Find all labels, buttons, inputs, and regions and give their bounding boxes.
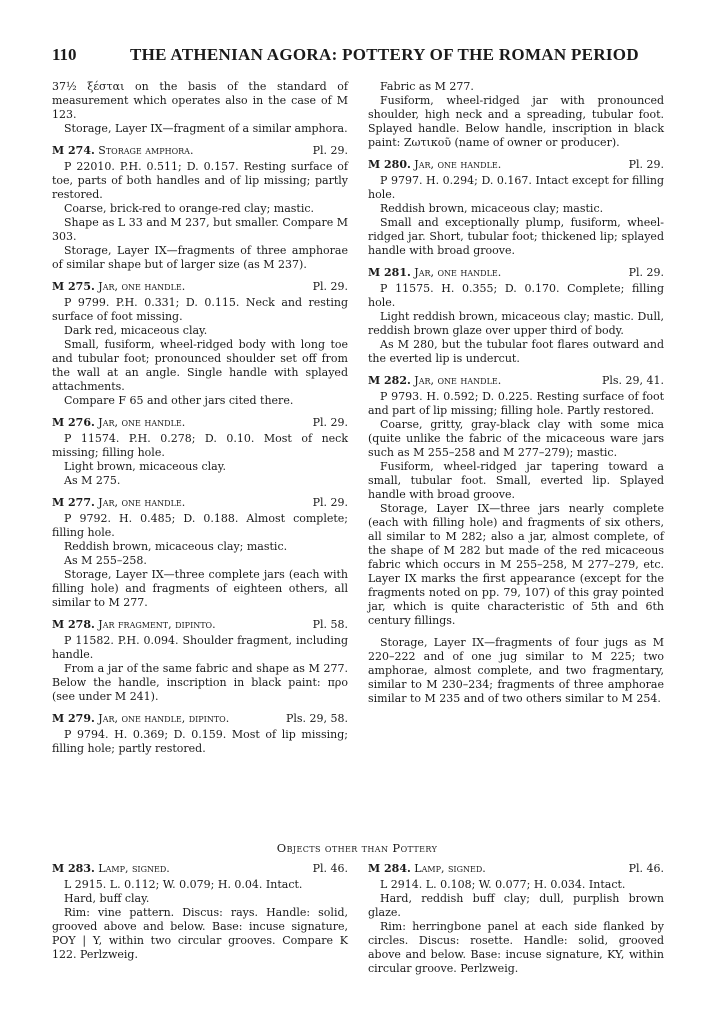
paragraph: Reddish brown, micaceous clay; mastic. [380,202,604,215]
paragraph: P 9792. H. 0.485; D. 0.188. Almost complete; filling hole. [52,512,348,539]
running-title: THE ATHENIAN AGORA: POTTERY OF THE ROMAN PERIOD [130,45,639,64]
paragraph: From a jar of the same fabric and shape as M 277. Below the handle, inscription in black paint: πρo (see under M 241). [52,662,348,703]
catalog-entry-heading [368,266,664,280]
paragraph: 37½ ξέσται on the basis of the standard of measurement which operates also in the case of M 123. [52,80,348,121]
paragraph: P 11582. P.H. 0.094. Shoulder fragment, including handle. [52,634,348,661]
catalog-entry-heading [368,862,664,876]
paragraph: Storage, Layer IX—three complete jars (each with filling hole) and fragments of eighteen others, all similar to M 277. [52,568,348,609]
paragraph: Fusiform, wheel-ridged jar tapering toward a small, tubular foot. Small, everted lip. Splayed handle with broad groove. [368,460,664,501]
paragraph: Hard, reddish buff clay; dull, purplish brown glaze. [368,892,664,919]
paragraph: Small and exceptionally plump, fusiform, wheel-ridged jar. Short, tubular foot; thickened lip; splayed handle with broad groove. [368,216,664,257]
entry-id: M 283. [52,862,95,875]
entry-kind: Lamp, signed. [414,862,486,875]
paragraph: As M 280, but the tubular foot flares outward and the everted lip is undercut. [368,338,664,365]
paragraph: As M 275. [64,474,121,487]
plate-ref: Pl. 29. [628,266,664,279]
paragraph: P 9799. P.H. 0.331; D. 0.115. Neck and resting surface of foot missing. [52,296,348,323]
paragraph: Storage, Layer IX—fragments of three amphorae of similar shape but of larger size (as M 237). [52,244,348,271]
paragraph: Storage, Layer IX—fragments of four jugs as M 220–222 and of one jug similar to M 225; two amphorae, almost complete, and two fragmentary, similar to M 230–234; fragments of three amphorae similar to M 235 and of two others similar to M 254. [368,636,664,705]
paragraph: Compare F 65 and other jars cited there. [64,394,294,407]
plate-ref: Pls. 29, 58. [285,712,348,725]
catalog-entry-heading [368,374,664,388]
plate-ref: Pl. 58. [312,618,348,631]
section-title: Objects other than Pottery [276,841,438,855]
paragraph: Storage, Layer IX—fragment of a similar amphora. [64,122,348,135]
paragraph: Rim: vine pattern. Discus: rays. Handle: solid, grooved above and below. Base: incuse signature, POY | Y, within two circular grooves. Compare K 122. Perlzweig. [52,906,348,961]
paragraph: P 11575. H. 0.355; D. 0.170. Complete; filling hole. [368,282,664,309]
paragraph: P 9794. H. 0.369; D. 0.159. Most of lip missing; filling hole; partly restored. [52,728,348,755]
paragraph: As M 255–258. [64,554,147,567]
catalog-entry-heading [52,712,348,726]
catalog-entry-heading [52,280,348,294]
catalog-entry-heading [52,496,348,510]
plate-ref: Pls. 29, 41. [601,374,664,387]
paragraph: L 2914. L. 0.108; W. 0.077; H. 0.034. Intact. [380,878,626,891]
paragraph: Dark red, micaceous clay. [64,324,208,337]
bottom-right-entry [368,862,664,976]
entry-id: M 274. [52,144,95,157]
paragraph: Shape as L 33 and M 237, but smaller. Compare M 303. [52,216,349,243]
catalog-entry-heading [52,416,348,430]
spacer [368,628,664,636]
catalog-entry-heading [52,618,348,632]
paragraph: Rim: herringbone panel at each side flanked by circles. Discus: rosette. Handle: solid, grooved above and below. Base: incuse signature, KY, within circular groove. Perlzweig. [368,920,664,975]
plate-ref: Pl. 29. [628,158,664,171]
left-column [52,80,348,756]
entry-kind: Jar fragment, dipinto. [98,618,216,631]
paragraph: Light reddish brown, micaceous clay; mastic. Dull, reddish brown glaze over upper third of body. [368,310,664,337]
entry-kind: Jar, one handle. [98,280,186,293]
entry-id: M 279. [52,712,95,725]
paragraph: P 9797. H. 0.294; D. 0.167. Intact except for filling hole. [368,174,664,201]
catalog-entry-heading [368,158,664,172]
paragraph: Coarse, brick-red to orange-red clay; mastic. [64,202,314,215]
entry-kind: Lamp, signed. [98,862,170,875]
paragraph: Hard, buff clay. [64,892,150,905]
entry-kind: Jar, one handle. [414,158,502,171]
entry-id: M 280. [368,158,411,171]
paragraph: Reddish brown, micaceous clay; mastic. [64,540,288,553]
plate-ref: Pl. 29. [312,416,348,429]
paragraph: Storage, Layer IX—three jars nearly complete (each with filling hole) and fragments of six others, all similar to M 282; also a jar, almost complete, of the shape of M 282 but made of the red micaceous fabric which occurs in M 255–258, M 277–279, etc. Layer IX marks the first appearance (except for the fragments noted on pp. 79, 107) of this gray pointed jar, which is quite characteristic of 5th and 6th century fillings. [368,502,664,627]
paragraph: Light brown, micaceous clay. [64,460,226,473]
entry-kind: Jar, one handle, dipinto. [98,712,230,725]
entry-id: M 281. [368,266,411,279]
entry-kind: Jar, one handle. [98,416,186,429]
entry-id: M 276. [52,416,95,429]
entry-id: M 275. [52,280,95,293]
plate-ref: Pl. 29. [312,496,348,509]
paragraph: Fabric as M 277. [380,80,474,93]
bottom-left-entry [52,862,348,962]
entry-kind: Storage amphora. [98,144,194,157]
paragraph: P 11574. P.H. 0.278; D. 0.10. Most of neck missing; filling hole. [52,432,348,459]
plate-ref: Pl. 29. [312,144,348,157]
paragraph: Small, fusiform, wheel-ridged body with long toe and tubular foot; pronounced shoulder set off from the wall at an angle. Single handle with splayed attachments. [52,338,348,393]
right-column [368,80,664,706]
paragraph: P 9793. H. 0.592; D. 0.225. Resting surface of foot and part of lip missing; filling hole. Partly restored. [368,390,664,417]
page-number: 110 [52,45,77,64]
entry-kind: Jar, one handle. [414,374,502,387]
catalog-entry-heading [52,144,348,158]
entry-id: M 284. [368,862,411,875]
running-header [52,45,666,67]
catalog-entry-heading [52,862,348,876]
entry-id: M 277. [52,496,95,509]
entry-kind: Jar, one handle. [414,266,502,279]
entry-kind: Jar, one handle. [98,496,186,509]
entry-id: M 282. [368,374,411,387]
entry-id: M 278. [52,618,95,631]
plate-ref: Pl. 29. [312,280,348,293]
plate-ref: Pl. 46. [312,862,348,875]
paragraph: L 2915. L. 0.112; W. 0.079; H. 0.04. Intact. [64,878,303,891]
paragraph: P 22010. P.H. 0.511; D. 0.157. Resting surface of toe, parts of both handles and of lip missing; partly restored. [52,160,348,201]
paragraph: Fusiform, wheel-ridged jar with pronounced shoulder, high neck and a spreading, tubular foot. Splayed handle. Below handle, inscription in black paint: Ζωτικοῦ (name of owner or producer). [368,94,664,149]
plate-ref: Pl. 46. [628,862,664,875]
paragraph: Coarse, gritty, gray-black clay with some mica (quite unlike the fabric of the micaceous ware jars such as M 255–258 and M 277–279); mastic. [368,418,664,459]
